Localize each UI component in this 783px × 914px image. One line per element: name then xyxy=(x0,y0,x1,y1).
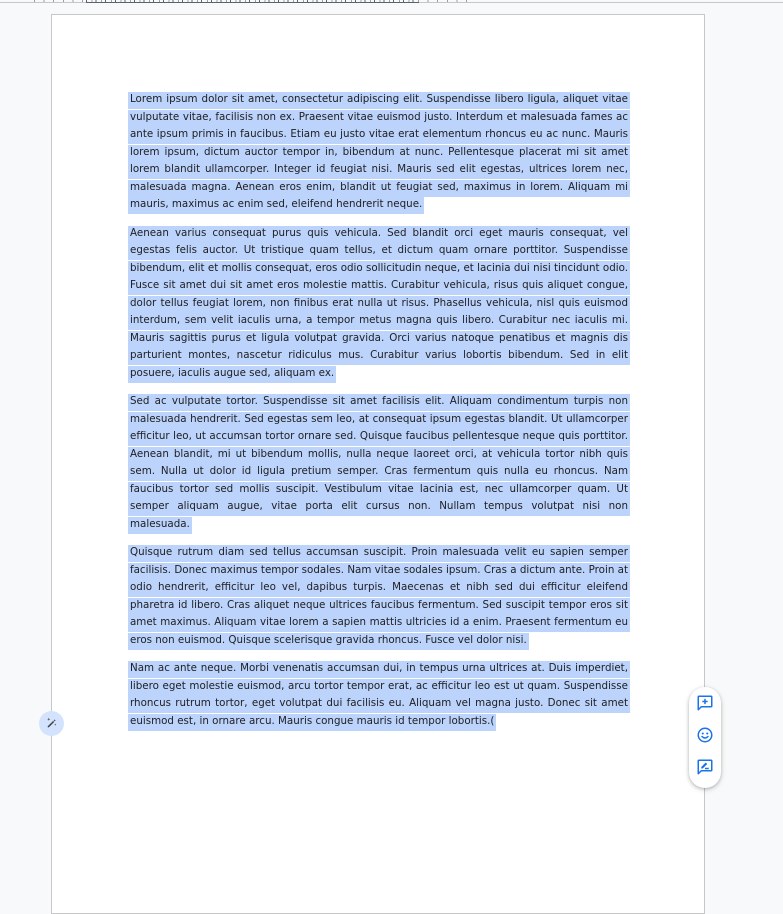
document-body[interactable] xyxy=(129,91,629,741)
add-comment-icon xyxy=(696,694,714,716)
selected-text: Quisque rutrum diam sed tellus accumsan suscipit. Proin malesuada velit eu sapien semper facilisis. Donec maximus tempor sodales. Nam vitae sodales ipsum. Cras a dictum ante. Proin at odio hendrerit, efficitur leo vel, dapibus turpis. Maecenas et nibh sed dui efficitur eleifend pharetra id libero. Cras aliquet neque ultrices faucibus fermentum. Sed suscipit tempor eros sit amet maximus. Aliquam vitae lorem a sapien mattis ultricies id a enim. Praesent fermentum eu eros non euismod. Quisque scelerisque gravida rhoncus. Fusce vel dolor nisi. xyxy=(129,546,629,649)
edit-with-ai-button[interactable] xyxy=(39,711,64,736)
add-emoji-reaction-button[interactable] xyxy=(695,727,715,747)
selected-text: Nam ac ante neque. Morbi venenatis accumsan dui, in tempus urna ultrices at. Duis imperdiet, libero eget molestie euismod, arcu tortor tempor erat, ac efficitur leo est ut quam. Suspendisse rhoncus rutrum tortor, eget volutpat dui facilisis eu. Aliquam vel magna justo. Donec sit amet euismod est, in ornare arcu. Mauris congue mauris id tempor lobortis.( xyxy=(129,662,629,730)
selected-text: Sed ac vulputate tortor. Suspendisse sit amet facilisis elit. Aliquam condimentum turpis non malesuada hendrerit. Sed egestas sem leo, at consequat ipsum egestas blandit. Ut ullamcorper efficitur leo, ut accumsan tortor ornare sed. Quisque faucibus pellentesque neque quis porttitor. Aenean blandit, mi ut bibendum mollis, nulla neque laoreet orci, at vehicula tortor nibh quis sem. Nulla ut dolor id ligula pretium semper. Cras fermentum quis nulla eu rhoncus. Nam faucibus tortor sed mollis suscipit. Vestibulum vitae lacinia est, nec ullamcorper quam. Ut semper aliquam augue, vitae porta elit cursus non. Nullam tempus volutpat nisi non malesuada. xyxy=(129,395,629,533)
paragraph-4[interactable] xyxy=(129,544,629,649)
paragraph-1[interactable] xyxy=(129,91,629,214)
ruler-text-area xyxy=(86,0,419,3)
horizontal-ruler[interactable] xyxy=(0,0,783,3)
emoji-icon xyxy=(696,726,714,748)
add-comment-button[interactable] xyxy=(695,695,715,715)
selected-text: Aenean varius consequat purus quis vehicula. Sed blandit orci eget mauris consequat, vel egestas felis auctor. Ut tristique quam tellus, et dictum quam ornare porttitor. Suspendisse bibendum, elit et mollis consequat, eros odio sollicitudin neque, et lacinia dui nisi tincidunt odio. Fusce sit amet dui sit amet eros molestie mattis. Curabitur vehicula, risus quis aliquet congue, dolor tellus feugiat lorem, non finibus erat nulla ut risus. Phasellus vehicula, nisl quis euismod interdum, sem velit iaculis urna, a tempor metus magna quis libero. Curabitur nec iaculis mi. Mauris sagittis purus et ligula volutpat gravida. Orci varius natoque penatibus et magnis dis parturient montes, nascetur ridiculus mus. Curabitur varius lobortis bibendum. Sed in elit posuere, iaculis augue sed, aliquam ex. xyxy=(129,227,629,382)
floating-action-toolbar xyxy=(689,687,721,788)
suggest-edits-button[interactable] xyxy=(695,759,715,779)
paragraph-5[interactable] xyxy=(129,660,629,730)
paragraph-3[interactable] xyxy=(129,393,629,533)
pencil-sparkle-icon xyxy=(45,714,58,733)
suggest-edit-icon xyxy=(696,758,714,780)
selected-text: Lorem ipsum dolor sit amet, consectetur adipiscing elit. Suspendisse libero ligula, aliquet vitae vulputate vitae, facilisis non ex. Praesent vitae euismod justo. Interdum et malesuada fames ac ante ipsum primis in faucibus. Etiam eu justo vitae erat elementum rhoncus eu ac nunc. Mauris lorem ipsum, dictum auctor tempor in, bibendum at nunc. Pellentesque placerat mi sit amet lorem blandit ullamcorper. Integer id feugiat nisi. Mauris sed elit egestas, ultrices lorem nec, malesuada magna. Aenean eros enim, blandit ut feugiat sed, maximus in lorem. Aliquam mi mauris, maximus ac enim sed, eleifend hendrerit neque. xyxy=(129,93,629,213)
paragraph-2[interactable] xyxy=(129,225,629,383)
